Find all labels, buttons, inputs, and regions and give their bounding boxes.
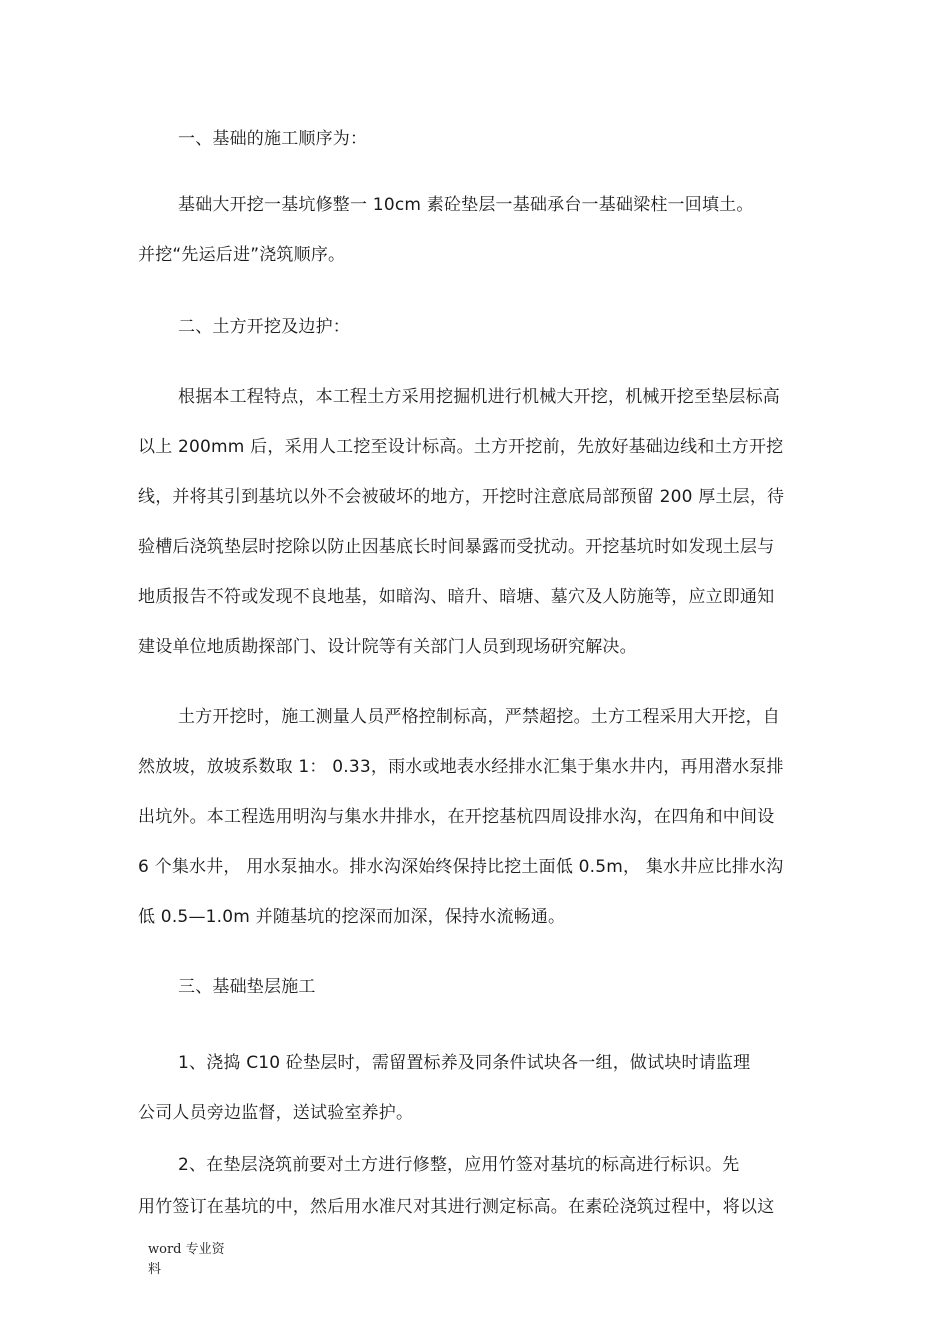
section-heading-1: 一、基础的施工顺序为： [178,129,368,149]
paragraph-line: 地质报告不符或发现不良地基，如暗沟、暗升、暗塘、墓穴及人防施等，应立即通知 [138,587,775,607]
paragraph-line: 验槽后浇筑垫层时挖除以防止因基底长时间暴露而受扰动。开挖基坑时如发现土层与 [138,537,775,557]
paragraph-line: 公司人员旁边监督，送试验室养护。 [138,1103,414,1123]
footer-line-1: word 专业资 [148,1242,225,1257]
paragraph-line: 出坑外。本工程选用明沟与集水井排水，在开挖基杭四周设排水沟，在四角和中间设 [138,807,775,827]
paragraph-line: 土方开挖时，施工测量人员严格控制标高，严禁超挖。土方工程采用大开挖，自 [178,707,780,727]
paragraph-line: 基础大开挖一基坑修整一 10cm 素砼垫层一基础承台一基础梁柱一回填土。 [178,195,754,215]
paragraph-line: 根据本工程特点，本工程土方采用挖掘机进行机械大开挖，机械开挖至垫层标高 [178,387,780,407]
paragraph-line: 以上 200mm 后，采用人工挖至设计标高。土方开挖前，先放好基础边线和土方开挖 [138,437,784,457]
section-heading-3: 三、基础垫层施工 [178,977,316,997]
footer-line-2: 料 [148,1262,162,1277]
paragraph-line: 2、在垫层浇筑前要对土方进行修整，应用竹签对基坑的标高进行标识。先 [178,1155,740,1175]
paragraph-line: 6 个集水井， 用水泵抽水。排水沟深始终保持比挖土面低 0.5m， 集水井应比排水沟 [138,857,784,877]
paragraph-line: 并挖“先运后进”浇筑顺序。 [138,245,346,265]
section-heading-2: 二、土方开挖及边护： [178,317,350,337]
paragraph-line: 建设单位地质勘探部门、设计院等有关部门人员到现场研究解决。 [138,637,637,657]
paragraph-line: 线，并将其引到基坑以外不会被破坏的地方，开挖时注意底局部预留 200 厚土层，待 [138,487,785,507]
paragraph-line: 然放坡，放坡系数取 1： 0.33，雨水或地表水经排水汇集于集水井内，再用潜水泵排 [138,757,784,777]
paragraph-line: 低 0.5—1.0m 并随基坑的挖深而加深，保持水流畅通。 [138,907,566,927]
page-footer [148,1240,225,1280]
paragraph-line: 用竹签订在基坑的中，然后用水准尺对其进行测定标高。在素砼浇筑过程中，将以这 [138,1197,775,1217]
paragraph-line: 1、浇捣 C10 砼垫层时，需留置标养及同条件试块各一组，做试块时请监理 [178,1053,751,1073]
